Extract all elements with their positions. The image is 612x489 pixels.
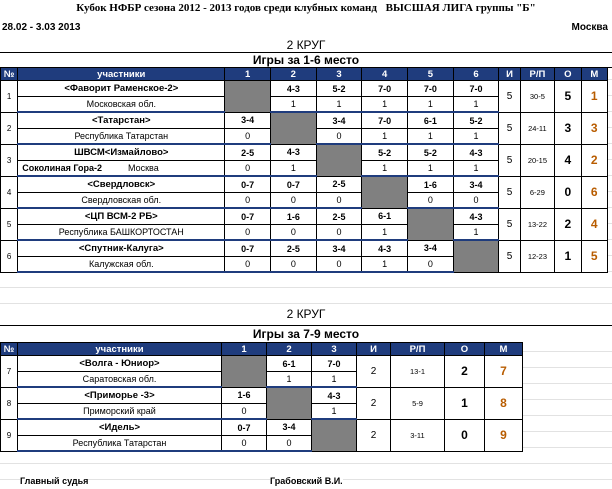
match-points: 1 [408, 161, 454, 177]
match-score: 7-0 [312, 356, 357, 372]
match-points: 1 [312, 372, 357, 388]
games-played: 5 [499, 176, 520, 208]
column-header: 2 [270, 68, 316, 81]
match-points: 0 [316, 225, 362, 241]
team-name: <Спутник-Калуга> [18, 240, 225, 257]
total-points: 4 [555, 144, 581, 176]
match-score: 4-3 [270, 81, 316, 97]
final-place: 6 [581, 176, 607, 208]
page-title [0, 0, 612, 16]
date-bar [0, 16, 612, 39]
column-header: участники [18, 68, 225, 81]
match-points: 1 [312, 404, 357, 420]
team-name: <Волга - Юниор> [18, 356, 222, 372]
row-number: 1 [1, 81, 18, 113]
column-header: И [357, 343, 391, 356]
self-match-cell [453, 240, 499, 272]
column-header: М [485, 343, 523, 356]
final-place: 5 [581, 240, 607, 272]
match-score: 0-7 [225, 240, 271, 257]
final-place: 3 [581, 112, 607, 144]
self-match-cell [270, 112, 316, 144]
goal-difference: 3-11 [391, 419, 445, 451]
match-points: 0 [270, 193, 316, 209]
match-score: 3-4 [453, 176, 499, 193]
match-points: 0 [408, 257, 454, 273]
match-score: 4-3 [453, 208, 499, 225]
region-city: Москва [128, 163, 159, 173]
goal-difference: 13-1 [391, 356, 445, 388]
standings-table-7-9 [0, 342, 523, 452]
goal-difference: 20-15 [520, 144, 555, 176]
match-score: 6-1 [362, 208, 408, 225]
goal-difference: 13-22 [520, 208, 555, 240]
row-number: 3 [1, 144, 18, 176]
team-name: <Идель> [18, 419, 222, 436]
column-header: участники [18, 343, 222, 356]
table-row [1, 112, 608, 129]
match-points: 0 [316, 257, 362, 273]
match-points: 0 [225, 257, 271, 273]
self-match-cell [222, 356, 267, 388]
self-match-cell [408, 208, 454, 240]
team-region: Республика Татарстан [18, 436, 222, 452]
row-number: 8 [1, 387, 18, 419]
match-score: 4-3 [453, 144, 499, 161]
goal-difference: 6-29 [520, 176, 555, 208]
region-text: Соколиная Гора-2 [22, 163, 103, 173]
table-row [1, 356, 523, 372]
games-played: 2 [357, 356, 391, 388]
total-points: 3 [555, 112, 581, 144]
team-region: Республика Татарстан [18, 129, 225, 145]
match-points: 1 [453, 129, 499, 145]
match-score: 0-7 [225, 208, 271, 225]
round-1-title: 2 КРУГ [0, 38, 612, 52]
match-points: 1 [453, 97, 499, 113]
match-points: 0 [408, 193, 454, 209]
match-points: 1 [408, 129, 454, 145]
final-place: 8 [485, 387, 523, 419]
column-header: 3 [316, 68, 362, 81]
match-points: 1 [267, 372, 312, 388]
match-points: 1 [453, 161, 499, 177]
column-header: Р/П [391, 343, 445, 356]
team-name: <Приморье -3> [18, 387, 222, 404]
column-header: 4 [362, 68, 408, 81]
match-score: 5-2 [316, 81, 362, 97]
total-points: 1 [445, 387, 485, 419]
total-points: 2 [445, 356, 485, 388]
team-region: Калужская обл. [18, 257, 225, 273]
dates: 28.02 - 3.03 2013 [2, 22, 81, 33]
league-text: ВЫСШАЯ ЛИГА группы "Б" [385, 2, 536, 14]
match-score: 1-6 [408, 176, 454, 193]
goal-difference: 24-11 [520, 112, 555, 144]
column-header: 2 [267, 343, 312, 356]
match-points: 1 [270, 97, 316, 113]
match-score: 2-5 [316, 208, 362, 225]
match-score: 7-0 [408, 81, 454, 97]
match-score: 6-1 [408, 112, 454, 129]
match-points: 0 [267, 436, 312, 452]
match-score: 3-4 [316, 240, 362, 257]
row-number: 2 [1, 112, 18, 144]
column-header: 1 [222, 343, 267, 356]
team-name: <Фаворит Раменское-2> [18, 81, 225, 97]
match-score: 3-4 [408, 240, 454, 257]
total-points: 2 [555, 208, 581, 240]
self-match-cell [316, 144, 362, 176]
judge-label: Главный судья [20, 476, 89, 486]
match-points: 1 [316, 97, 362, 113]
match-points: 1 [362, 129, 408, 145]
self-match-cell [362, 176, 408, 208]
match-score: 7-0 [362, 81, 408, 97]
games-played: 5 [499, 81, 520, 113]
match-points: 0 [225, 225, 271, 241]
row-number: 4 [1, 176, 18, 208]
team-name: <Свердловск> [18, 176, 225, 193]
match-points: 1 [408, 97, 454, 113]
match-score: 2-5 [316, 176, 362, 193]
total-points: 1 [555, 240, 581, 272]
column-header: О [555, 68, 581, 81]
match-score: 4-3 [362, 240, 408, 257]
row-number: 9 [1, 419, 18, 451]
games-played: 5 [499, 208, 520, 240]
section2-subtitle: Игры за 7-9 место [0, 325, 612, 342]
column-header: Р/П [520, 68, 555, 81]
title-text: Кубок НФБР сезона 2012 - 2013 годов среди клубных команд [76, 2, 377, 14]
games-played: 5 [499, 240, 520, 272]
match-score: 7-0 [362, 112, 408, 129]
match-score: 4-3 [270, 144, 316, 161]
final-place: 2 [581, 144, 607, 176]
games-played: 2 [357, 387, 391, 419]
column-header: О [445, 343, 485, 356]
table-row [1, 208, 608, 225]
final-place: 7 [485, 356, 523, 388]
self-match-cell [225, 81, 271, 113]
match-score: 6-1 [267, 356, 312, 372]
round-2-title: 2 КРУГ [0, 306, 612, 322]
match-score: 5-2 [453, 112, 499, 129]
table-row [1, 387, 523, 404]
final-place: 4 [581, 208, 607, 240]
match-points: 0 [222, 404, 267, 420]
match-points: 0 [222, 436, 267, 452]
section1-subtitle: Игры за 1-6 место [0, 52, 612, 68]
match-points: 0 [225, 129, 271, 145]
match-score: 0-7 [222, 419, 267, 436]
games-played: 5 [499, 144, 520, 176]
match-points: 0 [270, 225, 316, 241]
match-score: 3-4 [225, 112, 271, 129]
table-row [1, 81, 608, 97]
match-points: 1 [362, 257, 408, 273]
column-header: № [1, 343, 18, 356]
match-points: 0 [270, 257, 316, 273]
column-header: 1 [225, 68, 271, 81]
column-header: М [581, 68, 607, 81]
match-score: 1-6 [270, 208, 316, 225]
table-row [1, 176, 608, 193]
column-header: № [1, 68, 18, 81]
match-score: 4-3 [312, 387, 357, 404]
self-match-cell [312, 419, 357, 451]
match-score: 1-6 [222, 387, 267, 404]
table-row [1, 144, 608, 161]
match-points: 1 [270, 161, 316, 177]
team-region: Саратовская обл. [18, 372, 222, 388]
total-points: 0 [555, 176, 581, 208]
match-score: 5-2 [408, 144, 454, 161]
row-number: 5 [1, 208, 18, 240]
standings-table-1-6 [0, 67, 608, 273]
team-name: ШВСМ<Измайлово> [18, 144, 225, 161]
team-region: Московская обл. [18, 97, 225, 113]
goal-difference: 30-5 [520, 81, 555, 113]
match-score: 3-4 [267, 419, 312, 436]
team-region: Республика БАШКОРТОСТАН [18, 225, 225, 241]
final-place: 9 [485, 419, 523, 451]
city: Москва [571, 22, 608, 33]
match-score: 7-0 [453, 81, 499, 97]
match-score: 0-7 [225, 176, 271, 193]
team-name: <ЦП ВСМ-2 РБ> [18, 208, 225, 225]
match-points: 1 [453, 225, 499, 241]
match-score: 5-2 [362, 144, 408, 161]
column-header: И [499, 68, 520, 81]
total-points: 0 [445, 419, 485, 451]
match-points: 1 [362, 161, 408, 177]
team-region: Приморский край [18, 404, 222, 420]
games-played: 5 [499, 112, 520, 144]
match-score: 3-4 [316, 112, 362, 129]
match-points: 0 [225, 161, 271, 177]
match-points: 1 [362, 225, 408, 241]
goal-difference: 12-23 [520, 240, 555, 272]
team-region [18, 161, 225, 177]
goal-difference: 5-9 [391, 387, 445, 419]
match-score: 2-5 [270, 240, 316, 257]
final-place: 1 [581, 81, 607, 113]
column-header: 3 [312, 343, 357, 356]
table-row [1, 240, 608, 257]
row-number: 6 [1, 240, 18, 272]
match-points: 0 [453, 193, 499, 209]
match-score: 2-5 [225, 144, 271, 161]
match-points: 0 [316, 193, 362, 209]
table-row [1, 419, 523, 436]
games-played: 2 [357, 419, 391, 451]
match-points: 1 [362, 97, 408, 113]
row-number: 7 [1, 356, 18, 388]
column-header: 5 [408, 68, 454, 81]
match-points: 0 [316, 129, 362, 145]
team-name: <Татарстан> [18, 112, 225, 129]
total-points: 5 [555, 81, 581, 113]
column-header: 6 [453, 68, 499, 81]
match-points: 0 [225, 193, 271, 209]
judge-name: Грабовский В.И. [270, 476, 343, 486]
match-score: 0-7 [270, 176, 316, 193]
team-region: Свердловская обл. [18, 193, 225, 209]
self-match-cell [267, 387, 312, 419]
